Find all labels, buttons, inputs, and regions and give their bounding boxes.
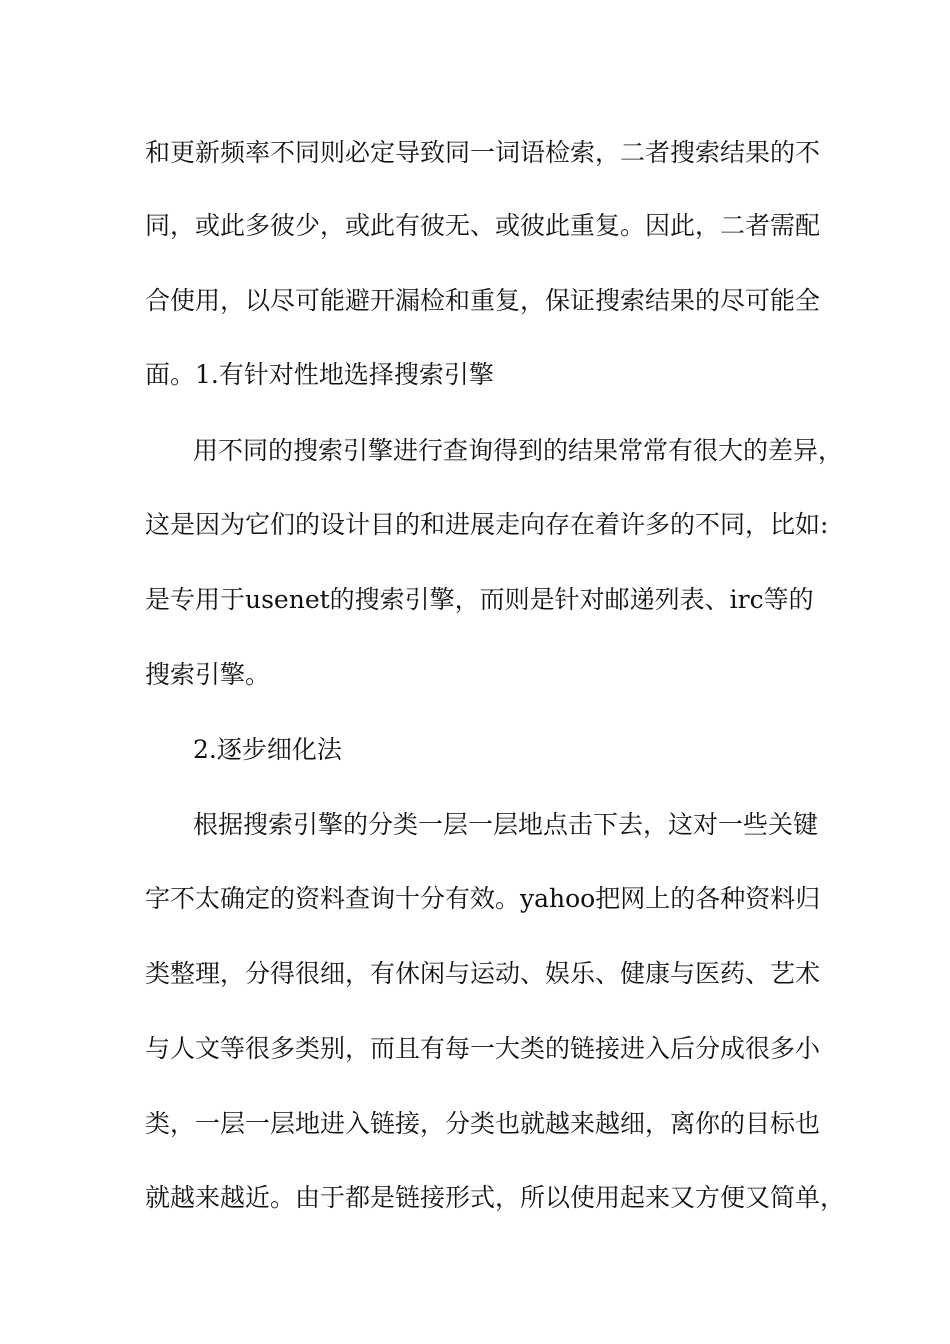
text-line: 字不太确定的资料查询十分有效。yahoo把网上的各种资料归	[145, 884, 821, 913]
text-line: 面。1.有针对性地选择搜索引擎	[145, 360, 494, 389]
text-line: 类整理，分得很细，有休闲与运动、娱乐、健康与医药、艺术	[145, 959, 821, 988]
text-line: 搜索引擎。	[145, 660, 271, 689]
text-line: 用不同的搜索引擎进行查询得到的结果常常有很大的差异，	[193, 436, 844, 465]
text-line: 和更新频率不同则必定导致同一词语检索，二者搜索结果的不	[145, 138, 821, 167]
text-line: 就越来越近。由于都是链接形式，所以使用起来又方便又简单，	[145, 1183, 846, 1212]
text-line: 这是因为它们的设计目的和进展走向存在着许多的不同，比如:	[145, 510, 829, 539]
text-line: 根据搜索引擎的分类一层一层地点击下去，这对一些关键	[193, 810, 819, 839]
text-line: 类，一层一层地进入链接，分类也就越来越细，离你的目标也	[145, 1109, 821, 1138]
text-line: 同，或此多彼少，或此有彼无、或彼此重复。因此，二者需配	[145, 211, 821, 240]
section-heading: 2.逐步细化法	[193, 735, 342, 764]
text-line: 与人文等很多类别，而且有每一大类的链接进入后分成很多小	[145, 1034, 821, 1063]
text-line: 是专用于usenet的搜索引擎，而则是针对邮递列表、irc等的	[145, 585, 814, 614]
text-line: 合使用，以尽可能避开漏检和重复，保证搜索结果的尽可能全	[145, 286, 821, 315]
